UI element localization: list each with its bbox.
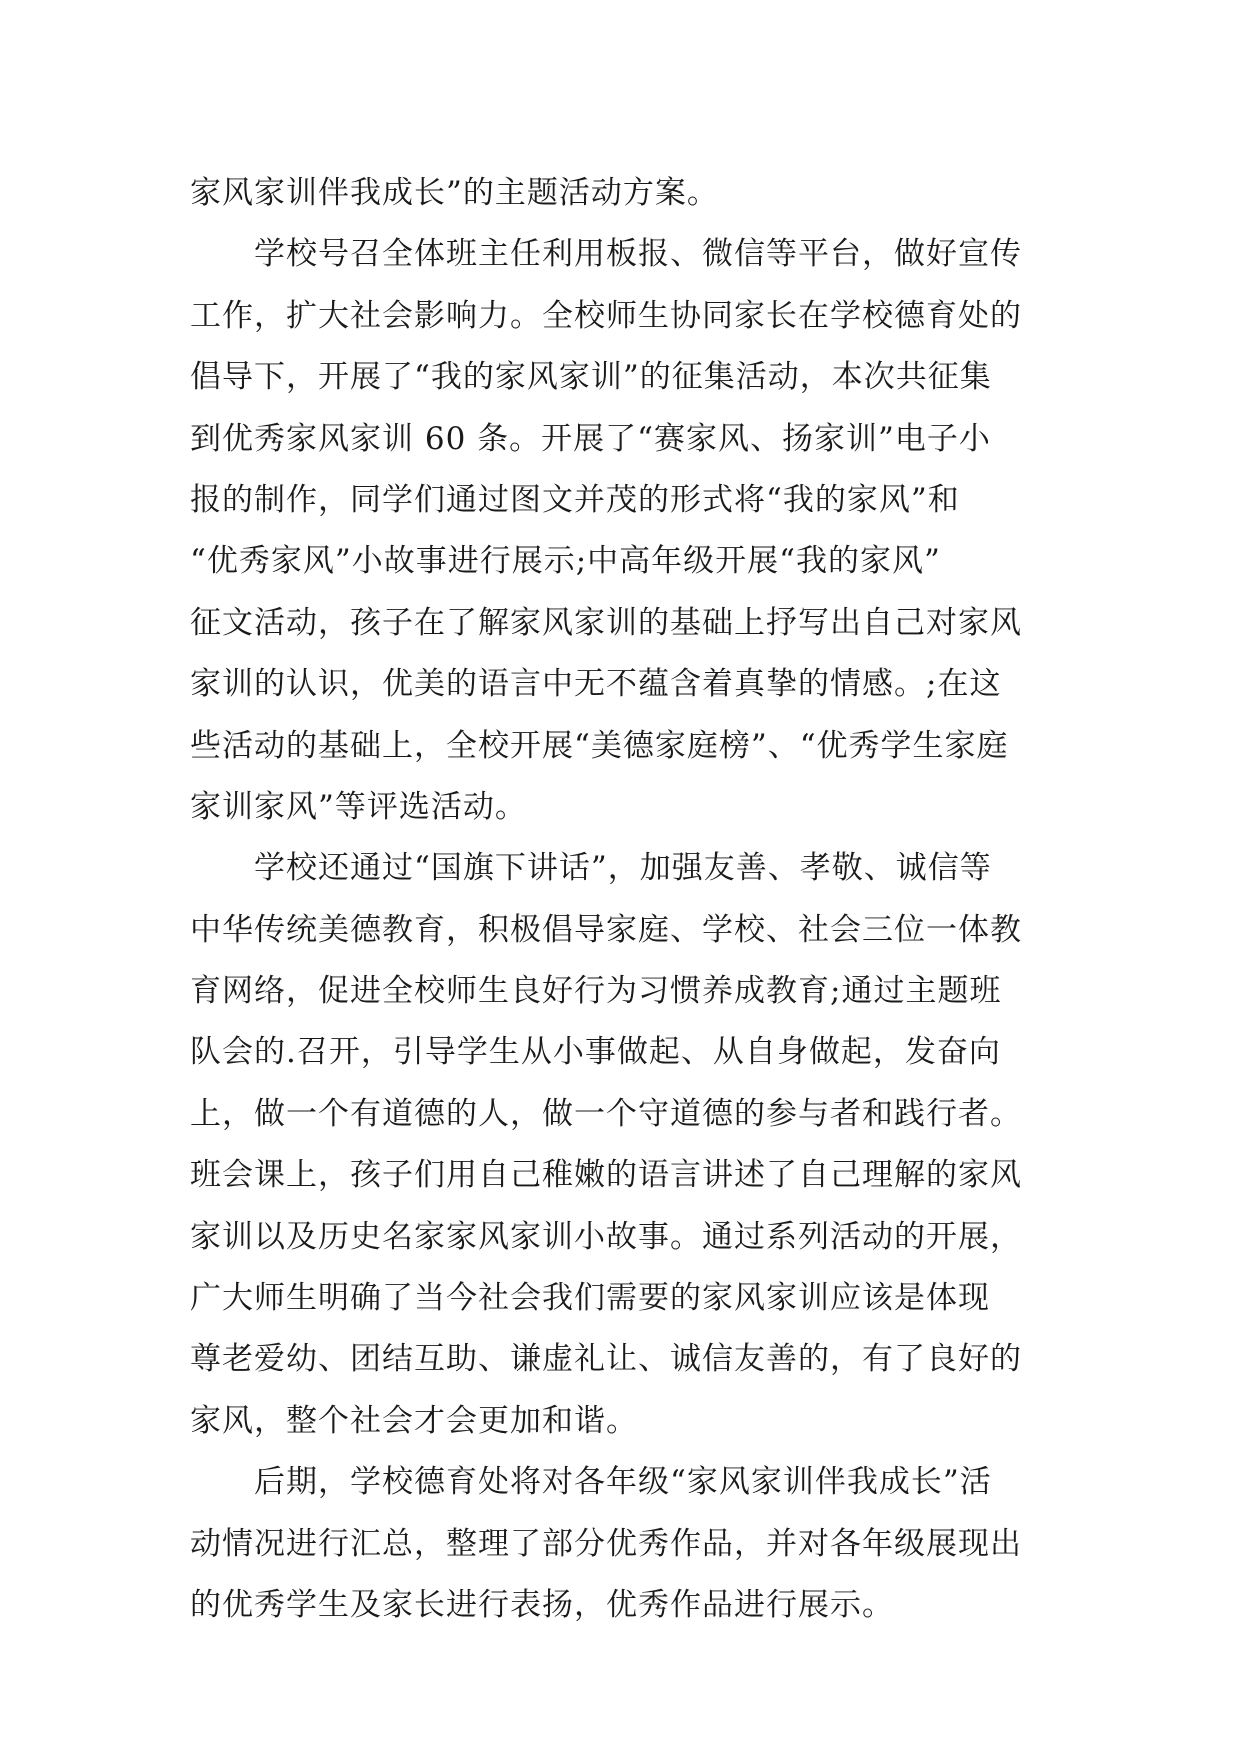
text-line: 工作，扩大社会影响力。全校师生协同家长在学校德育处的 [190,297,1022,334]
text-line: 家训家风”等评选活动。 [190,788,527,825]
text-line: 动情况进行汇总，整理了部分优秀作品，并对各年级展现出 [190,1525,1022,1562]
text-line: 学校还通过“国旗下讲话”，加强友善、孝敬、诚信等 [254,850,992,887]
text-line: 家训的认识，优美的语言中无不蕴含着真挚的情感。;在这 [190,666,1002,703]
text-line: 学校号召全体班主任利用板报、微信等平台，做好宣传 [254,236,1022,273]
text-line: 中华传统美德教育，积极倡导家庭、学校、社会三位一体教 [190,911,1022,948]
text-line: 广大师生明确了当今社会我们需要的家风家训应该是体现 [190,1280,990,1317]
text-line: 的优秀学生及家长进行表扬，优秀作品进行展示。 [190,1586,894,1623]
text-line: 征文活动，孩子在了解家风家训的基础上抒写出自己对家风 [190,604,1022,641]
text-line: 后期，学校德育处将对各年级“家风家训伴我成长”活 [254,1464,992,1501]
text-line: 倡导下，开展了“我的家风家训”的征集活动，本次共征集 [190,359,992,396]
text-line: 家训以及历史名家家风家训小故事。通过系列活动的开展， [190,1218,1022,1255]
text-line: 家风家训伴我成长”的主题活动方案。 [190,175,719,211]
text-line: 班会课上，孩子们用自己稚嫩的语言讲述了自己理解的家风 [190,1157,1022,1194]
text-line: 报的制作，同学们通过图文并茂的形式将“我的家风”和 [190,481,960,518]
text-line: 育网络，促进全校师生良好行为习惯养成教育;通过主题班 [190,973,1002,1010]
text-line: “优秀家风”小故事进行展示;中高年级开展“我的家风” [190,543,941,580]
document-body [190,163,1070,1636]
text-line: 到优秀家风家训 60 条。开展了“赛家风、扬家训”电子小 [190,420,991,457]
text-line: 尊老爱幼、团结互助、谦虚礼让、诚信友善的，有了良好的 [190,1341,1022,1378]
text-line: 上，做一个有道德的人，做一个守道德的参与者和践行者。 [190,1095,1022,1132]
text-line: 些活动的基础上，全校开展“美德家庭榜”、“优秀学生家庭 [190,727,1009,764]
text-line: 队会的.召开，引导学生从小事做起、从自身做起，发奋向 [190,1034,1001,1071]
text-line: 家风，整个社会才会更加和谐。 [190,1402,638,1439]
